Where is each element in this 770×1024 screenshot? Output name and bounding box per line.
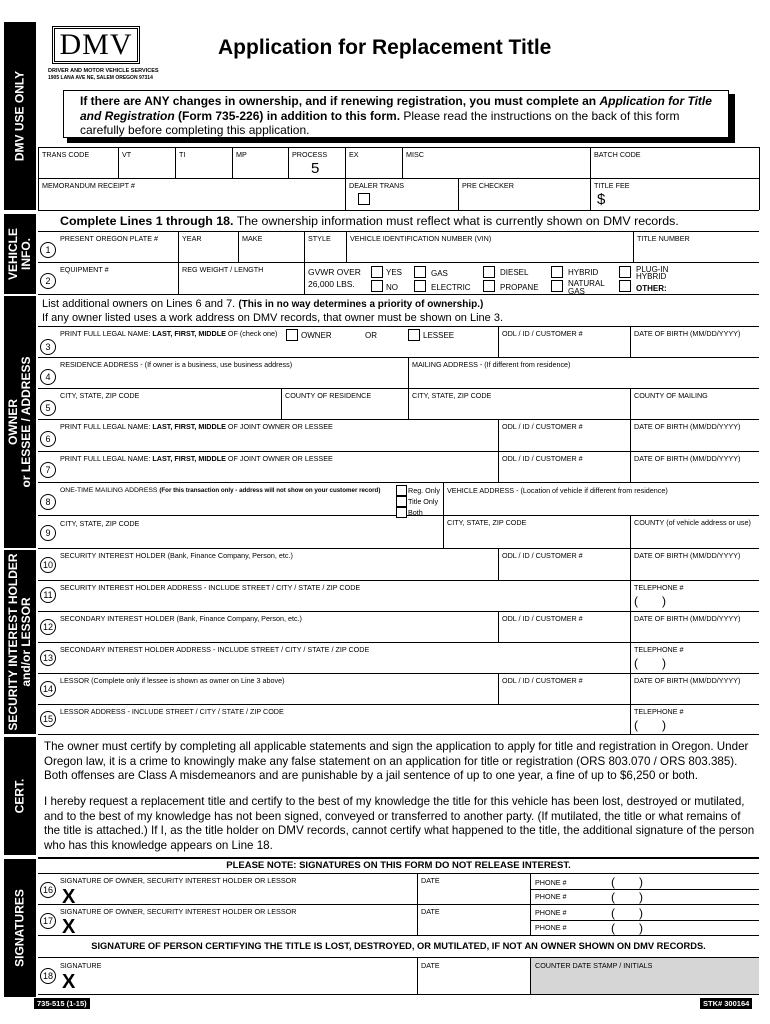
- both-label: Both: [408, 508, 423, 517]
- vin-label: VEHICLE IDENTIFICATION NUMBER (VIN): [350, 234, 492, 243]
- cert-paragraph-2: I hereby request a replacement title and certify to the best of my knowledge the title for this vehicle has been lost, destroyed or mutilated, and to the best of my knowledge has not been signed, conveyed or transferred to another party. (If mutilated, the title or what remains of the title is attached.) If I, as the title holder on DMV records, cannot certify what happened to the title, the additional signature of the person who has this knowledge appears on Line 18.: [44, 795, 755, 852]
- line11-telephone-label: TELEPHONE #: [634, 583, 684, 592]
- agency-address: 1905 LANA AVE NE, SALEM OREGON 97314: [48, 75, 153, 81]
- process-label: PROCESS: [292, 150, 328, 159]
- line7-label-b: LAST, FIRST, MIDDLE: [152, 454, 226, 463]
- line16-phone2-paren-open: (: [611, 890, 615, 904]
- gvwr-no-checkbox[interactable]: [371, 280, 383, 292]
- fuel-plugin-label-2: HYBRID: [636, 272, 667, 281]
- line7-label-c: OF JOINT OWNER OR LESSEE: [225, 454, 333, 463]
- line17-phone-label: PHONE #: [535, 908, 567, 917]
- line10-dob-label: DATE OF BIRTH (MM/DD/YYYY): [634, 551, 741, 560]
- line18-date-label: DATE: [421, 961, 440, 970]
- lines-instruction-bold: Complete Lines 1 through 18.: [60, 214, 234, 228]
- lines-instruction: [60, 214, 679, 228]
- line-number-13: 13: [40, 650, 56, 666]
- line16-phone-label: PHONE #: [535, 878, 567, 887]
- title-only-label: Title Only: [408, 497, 439, 506]
- sidebar-owner: [4, 296, 36, 548]
- line14-dob-label: DATE OF BIRTH (MM/DD/YYYY): [634, 676, 741, 685]
- line16-phone-paren-close: ): [639, 875, 643, 889]
- notice-box: [63, 90, 729, 138]
- batch-code-label: BATCH CODE: [594, 150, 641, 159]
- dmv-logo-text: DMV: [59, 28, 133, 61]
- sidebar-dmv-use: [4, 22, 36, 210]
- line-number-2: 2: [40, 273, 56, 289]
- line-number-15: 15: [40, 711, 56, 727]
- line17-date-label: DATE: [421, 907, 440, 916]
- line3-label-b: LAST, FIRST, MIDDLE: [152, 329, 226, 338]
- fuel-natural-gas-label-1: NATURAL: [568, 279, 605, 288]
- security-holder-address-label: SECURITY INTEREST HOLDER ADDRESS - INCLUDE STREET / CITY / STATE / ZIP CODE: [60, 583, 361, 592]
- cert-paragraph-1: The owner must certify by completing all applicable statements and sign the application to apply for title and registration in Oregon. Under Oregon law, it is a crime to knowingly make any false statement on an application for title or registration (ORS 803.070 / ORS 803.385). Both offenses are Class A misdemeanors and are punishable by a jail sentence of up to one year, a fine of up to $6,250 or both.: [44, 740, 749, 782]
- owners-intro-1: [42, 298, 483, 310]
- title-only-checkbox[interactable]: [396, 496, 407, 507]
- line17-phone2-label: PHONE #: [535, 923, 567, 932]
- make-label: MAKE: [242, 234, 263, 243]
- mp-label: MP: [236, 150, 247, 159]
- line6-dob-label: DATE OF BIRTH (MM/DD/YYYY): [634, 422, 741, 431]
- fuel-propane-checkbox[interactable]: [483, 280, 495, 292]
- sidebar-cert: [4, 737, 36, 855]
- signature-note: PLEASE NOTE: SIGNATURES ON THIS FORM DO NOT RELEASE INTEREST.: [226, 860, 571, 871]
- dealer-trans-label: DEALER TRANS: [349, 181, 404, 190]
- owners-intro-1b: (This in no way determines a priority of ownership.): [238, 299, 484, 310]
- county-vehicle-label: COUNTY (of vehicle address or use): [634, 518, 751, 527]
- title-fee-label: TITLE FEE: [594, 181, 630, 190]
- line6-label-c: OF JOINT OWNER OR LESSEE: [225, 422, 333, 431]
- line17-phone-paren-open: (: [611, 906, 615, 920]
- sidebar-signatures: [4, 859, 36, 997]
- plate-label: PRESENT OREGON PLATE #: [60, 234, 158, 243]
- secondary-holder-label: SECONDARY INTEREST HOLDER (Bank, Finance Company, Person, etc.): [60, 614, 302, 623]
- line-number-1: 1: [40, 242, 56, 258]
- form-number: 735-515 (1-15): [34, 998, 90, 1009]
- ex-label: EX: [349, 150, 359, 159]
- gvwr-label-2: 26,000 LBS.: [308, 279, 355, 289]
- reg-only-checkbox[interactable]: [396, 485, 407, 496]
- gvwr-yes-label: YES: [386, 268, 403, 277]
- style-label: STYLE: [308, 234, 331, 243]
- process-value: 5: [311, 160, 320, 177]
- fuel-natural-gas-label-2: GAS: [568, 287, 585, 296]
- line17-phone-paren-close: ): [639, 906, 643, 920]
- one-time-mailing-label: [60, 487, 380, 495]
- sidebar-owner-line2: or LESSEE / ADDRESS: [19, 356, 33, 488]
- mailing-label: MAILING ADDRESS - (If different from residence): [412, 360, 571, 369]
- page-title: Application for Replacement Title: [218, 36, 552, 59]
- line6-odl-label: ODL / ID / CUSTOMER #: [502, 422, 583, 431]
- owners-intro-1a: List additional owners on Lines 6 and 7.: [42, 298, 239, 310]
- lessee-checkbox-label: LESSEE: [423, 331, 455, 340]
- equipment-label: EQUIPMENT #: [60, 265, 109, 274]
- sidebar-cert-label: CERT.: [12, 778, 27, 814]
- line9-city-label: CITY, STATE, ZIP CODE: [60, 519, 140, 528]
- title-number-label: TITLE NUMBER: [637, 234, 690, 243]
- line6-label-a: PRINT FULL LEGAL NAME:: [60, 422, 153, 431]
- line6-label-b: LAST, FIRST, MIDDLE: [152, 422, 226, 431]
- line17-x: X: [62, 916, 76, 938]
- security-holder-label: SECURITY INTEREST HOLDER (Bank, Finance Company, Person, etc.): [60, 551, 293, 560]
- line5-city-label: CITY, STATE, ZIP CODE: [60, 391, 140, 400]
- gvwr-label-1: GVWR OVER: [308, 267, 361, 277]
- county-mailing-label: COUNTY OF MAILING: [634, 391, 708, 400]
- certifying-signature-heading: SIGNATURE OF PERSON CERTIFYING THE TITLE IS LOST, DESTROYED, OR MUTILATED, IF NOT AN OWNER SHOWN ON DMV RECORDS.: [91, 941, 706, 951]
- sidebar-vehicle-label: [7, 228, 33, 280]
- line16-phone2-paren-close: ): [639, 890, 643, 904]
- line3-label-c: OF (check one): [225, 329, 278, 338]
- counter-stamp-label: COUNTER DATE STAMP / INITIALS: [535, 961, 653, 970]
- line17-signature-label: SIGNATURE OF OWNER, SECURITY INTEREST HOLDER OR LESSOR: [60, 907, 297, 916]
- reg-only-label: Reg. Only: [408, 486, 440, 495]
- stock-number: STK# 300164: [700, 998, 752, 1009]
- fuel-gas-label: GAS: [431, 269, 448, 278]
- fuel-electric-checkbox[interactable]: [414, 280, 426, 292]
- lines-instruction-rest: The ownership information must reflect what is currently shown on DMV records.: [233, 214, 679, 228]
- line13-telephone-label: TELEPHONE #: [634, 645, 684, 654]
- agency-name: DRIVER AND MOTOR VEHICLE SERVICES: [48, 68, 159, 74]
- line-number-4: 4: [40, 369, 56, 385]
- line12-odl-label: ODL / ID / CUSTOMER #: [502, 614, 583, 623]
- lessor-address-label: LESSOR ADDRESS - INCLUDE STREET / CITY / STATE / ZIP CODE: [60, 707, 284, 716]
- lessor-label: LESSOR (Complete only if lessee is shown as owner on Line 3 above): [60, 676, 285, 685]
- line15-phone-paren-close: ): [662, 718, 666, 732]
- fuel-diesel-checkbox[interactable]: [483, 266, 495, 278]
- pre-checker-label: PRE CHECKER: [462, 181, 514, 190]
- both-checkbox[interactable]: [396, 507, 407, 518]
- fuel-hybrid-checkbox[interactable]: [551, 266, 563, 278]
- lessee-checkbox[interactable]: [408, 329, 420, 341]
- line16-phone2-label: PHONE #: [535, 892, 567, 901]
- line18-x: X: [62, 971, 76, 993]
- sidebar-security-line1: SECURITY INTEREST HOLDER: [6, 553, 20, 731]
- vt-label: VT: [122, 150, 132, 159]
- line12-dob-label: DATE OF BIRTH (MM/DD/YYYY): [634, 614, 741, 623]
- gvwr-no-label: NO: [386, 283, 398, 292]
- ti-label: TI: [179, 150, 186, 159]
- owner-checkbox-label: OWNER: [301, 331, 332, 340]
- fuel-plugin-label-1: PLUG-IN: [636, 265, 669, 274]
- line16-phone-paren-open: (: [611, 875, 615, 889]
- line-number-6: 6: [40, 431, 56, 447]
- line11-phone-paren-open: (: [634, 594, 638, 608]
- one-time-mailing-a: ONE-TIME MAILING ADDRESS: [60, 487, 160, 494]
- line-number-5: 5: [40, 400, 56, 416]
- line-number-14: 14: [40, 681, 56, 697]
- fuel-gas-checkbox[interactable]: [414, 266, 426, 278]
- fuel-other-checkbox[interactable]: [619, 280, 631, 292]
- fuel-electric-label: ELECTRIC: [431, 283, 471, 292]
- line16-signature-label: SIGNATURE OF OWNER, SECURITY INTEREST HOLDER OR LESSOR: [60, 876, 297, 885]
- notice-part-d: Please read the instructions on the back of this form carefully before completing this application.: [80, 108, 680, 137]
- title-fee-dollar: $: [597, 191, 606, 208]
- line-number-16: 16: [40, 882, 56, 898]
- sidebar-owner-line1: OWNER: [6, 399, 20, 446]
- sidebar-dmv-use-label: DMV USE ONLY: [12, 70, 27, 162]
- notice-part-a: If there are ANY changes in ownership, and if renewing registration, you must complete an: [80, 94, 600, 108]
- one-time-mailing-b: (For this transaction only - address will not show on your customer record): [159, 487, 381, 494]
- reg-weight-label: REG WEIGHT / LENGTH: [182, 265, 264, 274]
- sidebar-security: [4, 550, 36, 734]
- fuel-hybrid-label: HYBRID: [568, 268, 599, 277]
- line7-odl-label: ODL / ID / CUSTOMER #: [502, 454, 583, 463]
- line13-phone-paren-open: (: [634, 656, 638, 670]
- line14-odl-label: ODL / ID / CUSTOMER #: [502, 676, 583, 685]
- owner-checkbox[interactable]: [286, 329, 298, 341]
- fuel-natural-gas-checkbox[interactable]: [551, 280, 563, 292]
- line9-vehicle-city-label: CITY, STATE, ZIP CODE: [447, 518, 527, 527]
- line16-x: X: [62, 886, 76, 908]
- sidebar-security-line2: and/or LESSOR: [19, 597, 33, 687]
- line10-odl-label: ODL / ID / CUSTOMER #: [502, 551, 583, 560]
- county-residence-label: COUNTY OF RESIDENCE: [285, 391, 372, 400]
- owners-intro-2: If any owner listed uses a work address on DMV records, that owner must be shown on Line 3.: [42, 312, 504, 324]
- line3-label: [60, 330, 277, 338]
- line-number-3: 3: [40, 339, 56, 355]
- line16-date-label: DATE: [421, 876, 440, 885]
- line-number-8: 8: [40, 494, 56, 510]
- trans-code-label: TRANS CODE: [42, 150, 90, 159]
- dealer-trans-checkbox[interactable]: [358, 193, 370, 205]
- sidebar-vehicle: [4, 214, 36, 294]
- line7-label-a: PRINT FULL LEGAL NAME:: [60, 454, 153, 463]
- line5-mailing-city-label: CITY, STATE, ZIP CODE: [412, 391, 492, 400]
- fuel-diesel-label: DIESEL: [500, 268, 529, 277]
- residence-label: RESIDENCE ADDRESS - (If owner is a business, use business address): [60, 360, 293, 369]
- line17-phone2-paren-close: ): [639, 921, 643, 935]
- notice-form-name: Application for Title and Registration: [80, 94, 712, 123]
- line3-dob-label: DATE OF BIRTH (MM/DD/YYYY): [634, 329, 741, 338]
- line18-signature-label: SIGNATURE: [60, 961, 102, 970]
- gvwr-yes-checkbox[interactable]: [371, 266, 383, 278]
- notice-part-c: (Form 735-226) in addition to this form.: [174, 108, 401, 123]
- sidebar-owner-label: [7, 357, 33, 488]
- line-number-7: 7: [40, 462, 56, 478]
- sidebar-vehicle-line1: VEHICLE: [6, 227, 20, 281]
- fuel-plugin-checkbox[interactable]: [619, 266, 631, 278]
- line11-phone-paren-close: ): [662, 594, 666, 608]
- misc-label: MISC: [406, 150, 424, 159]
- line-number-11: 11: [40, 587, 56, 603]
- line7-dob-label: DATE OF BIRTH (MM/DD/YYYY): [634, 454, 741, 463]
- year-label: YEAR: [182, 234, 202, 243]
- line6-label: [60, 423, 333, 431]
- line15-telephone-label: TELEPHONE #: [634, 707, 684, 716]
- line-number-9: 9: [40, 525, 56, 541]
- sidebar-vehicle-line2: INFO.: [19, 238, 33, 271]
- line-number-10: 10: [40, 557, 56, 573]
- sidebar-security-label: [7, 553, 33, 730]
- secondary-holder-address-label: SECONDARY INTEREST HOLDER ADDRESS - INCLUDE STREET / CITY / STATE / ZIP CODE: [60, 645, 370, 654]
- line15-phone-paren-open: (: [634, 718, 638, 732]
- line-number-12: 12: [40, 619, 56, 635]
- or-label: OR: [365, 331, 377, 340]
- line-number-18: 18: [40, 968, 56, 984]
- sidebar-signatures-label: SIGNATURES: [12, 889, 27, 967]
- line3-label-a: PRINT FULL LEGAL NAME:: [60, 329, 153, 338]
- line13-phone-paren-close: ): [662, 656, 666, 670]
- fuel-other-label: OTHER:: [636, 284, 667, 293]
- memo-receipt-label: MEMORANDUM RECEIPT #: [42, 181, 135, 190]
- vehicle-address-label: VEHICLE ADDRESS - (Location of vehicle if different from residence): [447, 486, 668, 495]
- line3-odl-label: ODL / ID / CUSTOMER #: [502, 329, 583, 338]
- line-number-17: 17: [40, 913, 56, 929]
- line7-label: [60, 455, 333, 463]
- line17-phone2-paren-open: (: [611, 921, 615, 935]
- fuel-propane-label: PROPANE: [500, 283, 539, 292]
- dmv-logo: [52, 26, 140, 64]
